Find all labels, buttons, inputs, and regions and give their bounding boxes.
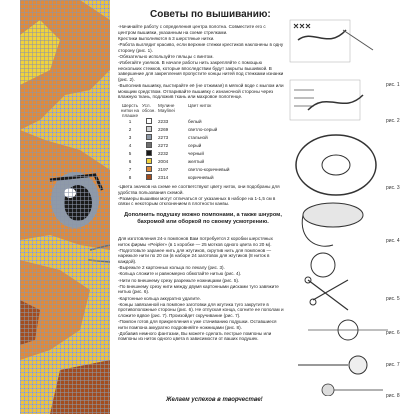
step: Для изготовления 24-х помпонов Вам потребуется 2 коробки шерстяных ниток фирмы «Peipler» (в 1 коробке — 25 мотков одного цвета по 20 м). <box>118 236 273 247</box>
figure-1-cross-stitch <box>290 20 373 62</box>
page-title: Советы по вышиванию: <box>150 9 271 20</box>
thread-code: 2004 <box>158 158 169 164</box>
step: -Вырежьте 2 картонных кольца по лекалу (рис. 3). <box>118 265 225 271</box>
figure-label: рис. 6 <box>386 330 400 336</box>
row-number: 1 <box>128 118 132 124</box>
color-swatch-cell <box>142 150 158 157</box>
thread-color-name: желтый <box>188 158 205 164</box>
thread-code: 2197 <box>158 166 169 172</box>
step: -По внешнему срезу нити между двумя картонными дисками туго завяжите нитью (рис. 6). <box>118 283 279 295</box>
tip: -Выполнив вышивку, выстирайте её (не отжимая) в мягкой воде с мылом или моющим средством. Отпаривайте вышивку с изнаночной стороны через влажную ткань, подложив ткань или махровое полотенце. <box>118 82 284 100</box>
header-cell: Усл. обозн. <box>142 103 156 113</box>
figure-label: рис. 1 <box>386 82 400 88</box>
table-row <box>118 125 283 133</box>
row-number: 6 <box>128 158 132 164</box>
table-row <box>118 141 283 149</box>
figure-5-cutting-scissors <box>305 253 348 310</box>
color-swatch <box>146 134 152 140</box>
color-swatch-cell <box>142 134 158 141</box>
color-swatch-cell <box>142 166 158 173</box>
color-swatch-cell <box>142 142 158 149</box>
color-key-table <box>118 103 283 181</box>
row-number: 8 <box>128 174 132 180</box>
step: -Помпон готов для прикрепления к уже стачиванию подушки. Оставшиеся нити помпона аккуратно подровняйте ножницами (рис. 8). <box>118 319 277 330</box>
figure-label: рис. 3 <box>386 185 400 191</box>
step: -Кольца сложите и равномерно обмотайте нитью (рис. 4). <box>118 271 242 277</box>
table-row <box>118 133 283 141</box>
tip: -Работа выглядит красиво, если верхние стежки крестиков наклонены в одну сторону (рис. 1). <box>118 41 284 53</box>
color-swatch-cell <box>142 174 158 181</box>
thread-color-name: черный <box>188 150 204 156</box>
table-header <box>118 103 283 117</box>
color-swatch <box>146 142 152 148</box>
figure-3-card-ring <box>296 135 376 195</box>
color-swatch <box>146 118 152 124</box>
step: -Концы завязанной на помпоне заготовки для жгутика туго закрутите в противоположные стороны (рис. 6). Не отпуская конца, согните ее пополам и сложите вдвое (рис. 7). Произойдет скручивание (рис. 7). <box>118 301 284 318</box>
thread-color-name: коричневый <box>188 174 214 180</box>
thread-color-name: светло-серый <box>188 126 218 132</box>
row-number: 4 <box>128 142 132 148</box>
table-body <box>118 117 283 181</box>
figure-8-finished-pompon <box>322 384 383 396</box>
figure-label: рис. 4 <box>386 238 400 244</box>
step: -Картонные кольца аккуратно удалите. <box>118 295 201 301</box>
tip: -Обязательно используйте пяльцы с винтом. <box>118 53 214 59</box>
color-swatch <box>146 174 152 180</box>
figure-7-twisted-cord <box>298 356 367 374</box>
tip: -Начинайте работу с определения центра полотна. Совместите его с центром вышивки, указанным на схеме стрелками. <box>118 24 266 35</box>
thread-color-name: стальной <box>188 134 208 140</box>
figure-label: рис. 8 <box>386 393 400 399</box>
header-cell: Мулине Мауlinei <box>158 103 175 113</box>
note: -Цвета значков на схеме не соответствуют цвету ниток, они подобраны для удобства пользования схемой. <box>118 184 280 195</box>
tips-text <box>118 24 284 100</box>
row-number: 2 <box>128 126 132 132</box>
thread-code: 2233 <box>158 118 169 124</box>
figure-label: рис. 7 <box>386 362 400 368</box>
color-swatch <box>146 126 152 132</box>
header-cell: Цвет ниток <box>188 103 212 108</box>
thread-code: 2269 <box>158 126 169 132</box>
pattern-grid-overlay <box>20 0 110 414</box>
footer-wish: Желаем успехов в творчестве! <box>166 397 263 403</box>
thread-code: 2273 <box>158 134 169 140</box>
color-swatch-cell <box>142 158 158 165</box>
color-swatch <box>146 166 152 172</box>
thread-code: 2232 <box>158 150 169 156</box>
color-swatch-cell <box>142 126 158 133</box>
thread-color-name: белый <box>188 118 202 124</box>
thread-code: 2272 <box>158 142 169 148</box>
table-row <box>118 173 283 181</box>
row-number: 5 <box>128 150 132 156</box>
figure-label: рис. 5 <box>386 296 400 302</box>
figure-4-wound-ring <box>302 203 363 246</box>
figure-2-back-stitch <box>290 80 363 120</box>
row-number: 3 <box>128 134 132 140</box>
row-number: 7 <box>128 166 132 172</box>
thread-color-name: светло-коричневый <box>188 166 230 172</box>
tip: -Избегайте узелков. В начале работы нить закрепляйте с помощью нескольких стежков, которые впоследствии будут закрыты вышивкой. В завершение для закрепления пропустите концы нитей под стежками изнанки (рис. 2). <box>118 59 284 82</box>
figure-6-tied-pompon <box>308 320 388 340</box>
pompon-subheading: Дополнить подушку можно помпонами, а также шнуром, бахромой или оборкой по своему усмотрению. <box>124 212 282 225</box>
step: -Добавив немного фантазии, Вы можете сделать пестрые помпоны или помпоны из ниток одного цвета в зависимости от ваших подушек. <box>118 330 272 342</box>
steps-text <box>118 236 284 343</box>
color-swatch-cell <box>142 118 158 125</box>
color-swatch <box>146 150 152 156</box>
table-row <box>118 117 283 125</box>
thread-code: 2314 <box>158 174 169 180</box>
thread-color-name: серый <box>188 142 202 148</box>
cross-stitch-pattern <box>20 0 110 414</box>
table-row <box>118 165 283 173</box>
note: -Размеры вышивки могут отличаться от указанных в наборе на 1-1,5 см в связи с некоторым отклонением в плотности канвы. <box>118 195 276 207</box>
header-cell: Шерсть нитки на плашке <box>120 103 140 118</box>
notes-text <box>118 184 284 208</box>
step: -Подготовьте заранее нить для жгутиков, скрутив нить для помпонов — нарежьте нити по 20 см (в наборе 24 заготовок для жгутиков (8 ниток в каждой). <box>118 247 272 264</box>
color-swatch <box>146 158 152 164</box>
step: -Нити по внешнему срезу разрежьте ножницами (рис. 5). <box>118 277 240 283</box>
illustrations-column <box>288 10 408 396</box>
figure-label: рис. 2 <box>386 118 400 124</box>
table-row <box>118 157 283 165</box>
table-row <box>118 149 283 157</box>
tip: Крестики выполняются в 3 шерстяные нитки. <box>118 35 215 41</box>
